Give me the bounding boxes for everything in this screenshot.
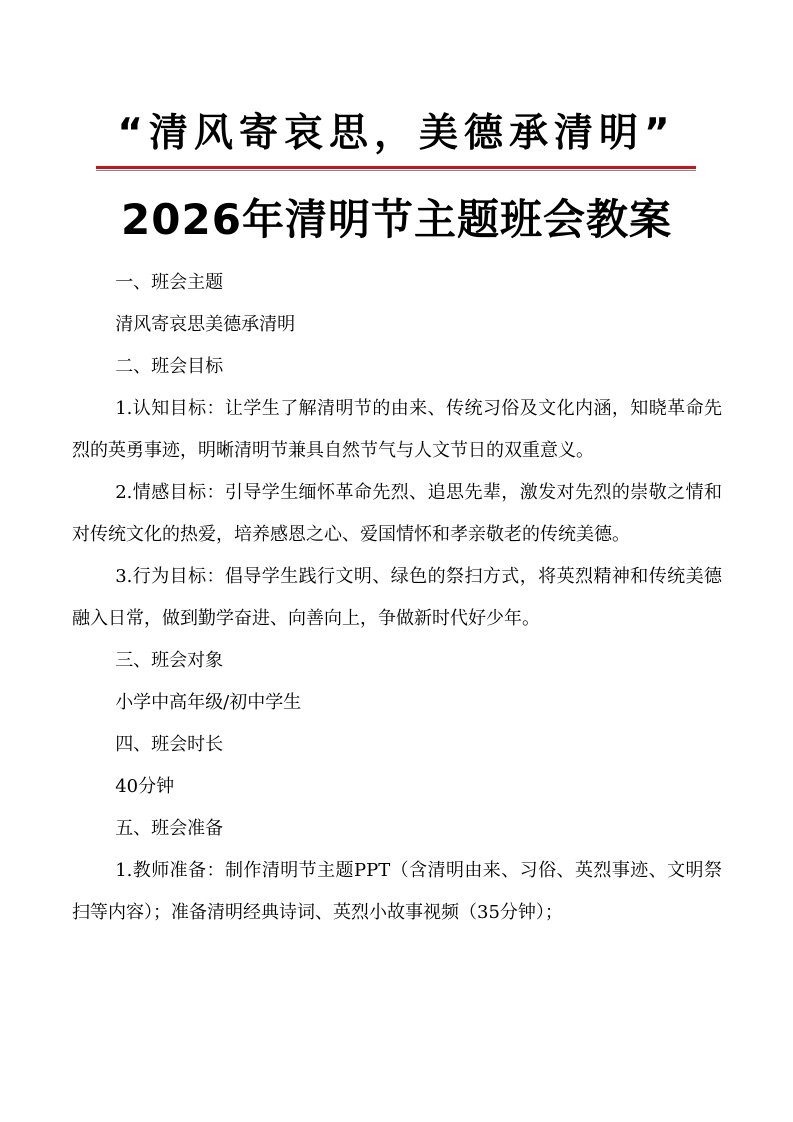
gray-divider-line xyxy=(96,170,696,171)
slogan-heading: “清风寄哀思，美德承清明” xyxy=(117,111,676,156)
section-heading-goals: 二、班会目标 xyxy=(115,356,224,377)
page-title: 2026年清明节主题班会教案 xyxy=(121,195,672,244)
audience-text: 小学中高年级/初中学生 xyxy=(115,692,302,713)
theme-text: 清风寄哀思美德承清明 xyxy=(115,314,296,335)
goal-behavioral: 3.行为目标：倡导学生践行文明、绿色的祭扫方式，将英烈精神和传统美德融入日常，做到勤学奋进、向善向上，争做新时代好少年。 xyxy=(72,566,722,629)
duration-text: 40分钟 xyxy=(115,776,175,797)
preparation-teacher: 1.教师准备：制作清明节主题PPT（含清明由来、习俗、英烈事迹、文明祭扫等内容）；准备清明经典诗词、英烈小故事视频（35分钟）； xyxy=(72,860,722,923)
section-heading-audience: 三、班会对象 xyxy=(115,650,224,671)
goal-emotional: 2.情感目标：引导学生缅怀革命先烈、追思先辈，激发对先烈的崇敬之情和对传统文化的热爱，培养感恩之心、爱国情怀和孝亲敬老的传统美德。 xyxy=(72,482,722,545)
red-divider-line xyxy=(96,166,696,169)
document-body xyxy=(72,262,722,934)
section-heading-duration: 四、班会时长 xyxy=(115,734,224,755)
section-heading-preparation: 五、班会准备 xyxy=(115,818,224,839)
goal-cognitive: 1.认知目标：让学生了解清明节的由来、传统习俗及文化内涵，知晓革命先烈的英勇事迹，明晰清明节兼具自然节气与人文节日的双重意义。 xyxy=(72,398,722,461)
section-heading-theme: 一、班会主题 xyxy=(115,272,224,293)
